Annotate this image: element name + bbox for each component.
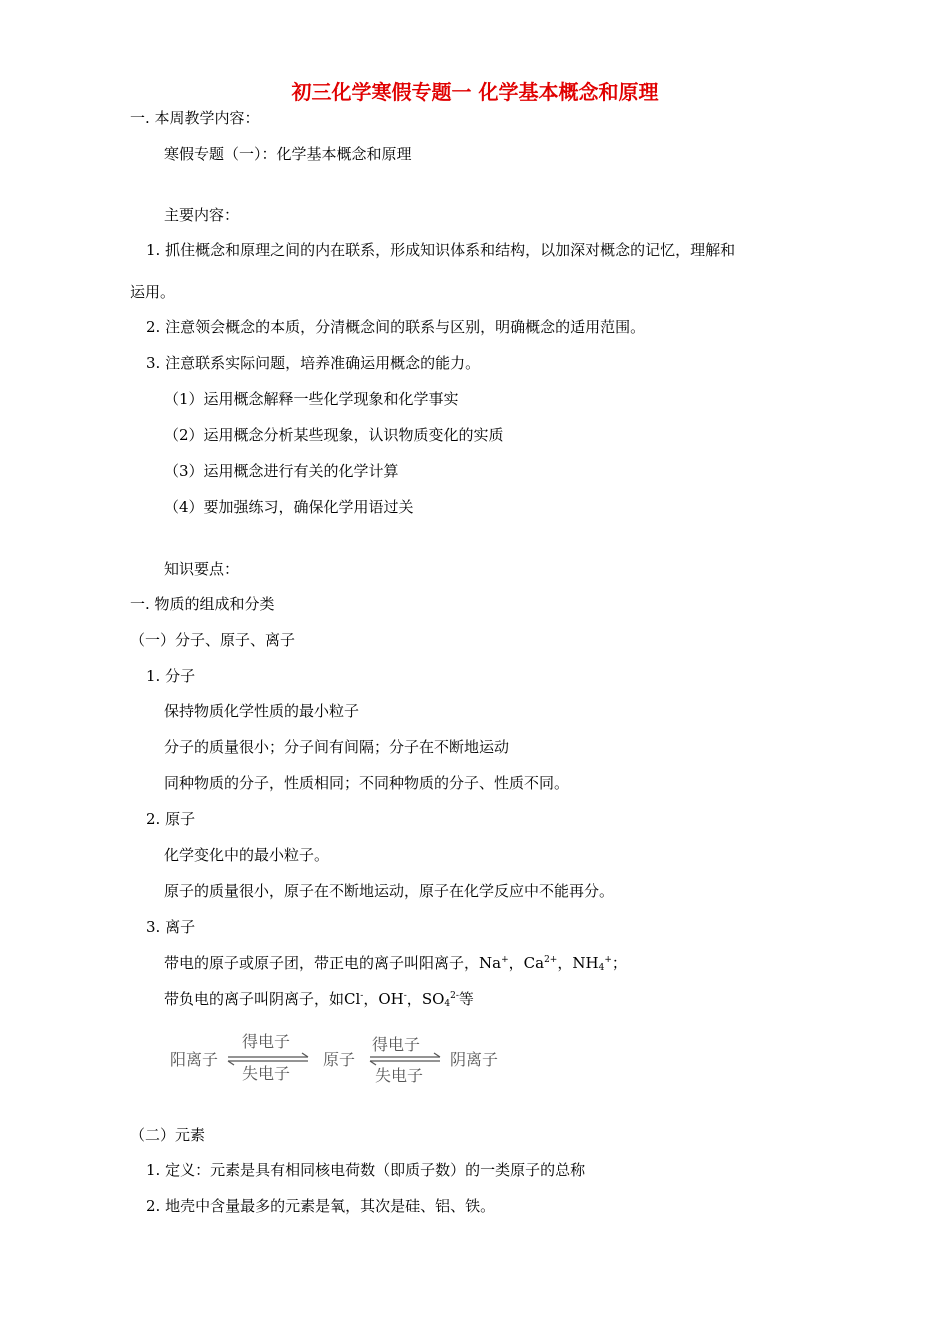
ion-cl-charge: -: [360, 991, 364, 1001]
knowledge-heading: 知识要点：: [164, 560, 240, 578]
week-topic: 寒假专题（一）：化学基本概念和原理: [164, 145, 412, 163]
atom-heading: 2. 原子: [146, 810, 196, 828]
cation-line: [164, 953, 627, 973]
lose-electron-label-1: 失电子: [242, 1064, 291, 1083]
ion-na: Na: [479, 954, 502, 972]
separator: ，: [508, 954, 524, 972]
page-title: 初三化学寒假专题一 化学基本概念和原理: [291, 80, 659, 104]
separator: ，: [363, 990, 379, 1008]
ion-oh: OH: [378, 990, 404, 1008]
ion-nh: NH: [572, 954, 599, 972]
element-item-1: 1. 定义：元素是具有相同核电荷数（即质子数）的一类原子的总称: [146, 1161, 586, 1179]
lose-electron-label-2: 失电子: [375, 1066, 424, 1085]
ion-so-subscript: 4: [444, 999, 451, 1009]
anion-text: 带负电的离子叫阴离子，如: [164, 990, 345, 1008]
main-item-2: 2. 注意领会概念的本质，分清概念间的联系与区别，明确概念的适用范围。: [146, 318, 646, 336]
part-1-heading: 一. 物质的组成和分类: [130, 595, 275, 613]
ion-so-charge: 2-: [450, 991, 459, 1001]
ion-cl: Cl: [344, 990, 361, 1008]
ion-conversion-diagram: [170, 1030, 510, 1090]
line-end: 等: [458, 990, 474, 1008]
sub-item-3: （3）运用概念进行有关的化学计算: [164, 462, 399, 480]
anion-line: [164, 989, 474, 1009]
ion-ca-charge: 2+: [544, 955, 558, 965]
ion-nh-subscript: 4: [598, 963, 605, 973]
molecule-line-1: 保持物质化学性质的最小粒子: [164, 702, 360, 720]
anion-label: 阴离子: [450, 1050, 499, 1069]
ion-nh-charge: +: [604, 955, 612, 965]
sub-item-1: （1）运用概念解释一些化学现象和化学事实: [164, 390, 459, 408]
ion-ca: Ca: [523, 954, 545, 972]
line-end: ；: [611, 954, 627, 972]
ion-so: SO: [421, 990, 445, 1008]
ion-na-charge: +: [501, 955, 509, 965]
main-heading: 主要内容：: [164, 206, 240, 224]
ion-oh-charge: -: [403, 991, 407, 1001]
ion-heading: 3. 离子: [146, 918, 196, 936]
element-item-2: 2. 地壳中含量最多的元素是氧，其次是硅、铝、铁。: [146, 1197, 496, 1215]
sub-item-4: （4）要加强练习，确保化学用语过关: [164, 498, 414, 516]
molecule-line-2: 分子的质量很小；分子间有间隔；分子在不断地运动: [164, 738, 510, 756]
molecule-heading: 1. 分子: [146, 667, 196, 685]
molecule-line-3: 同种物质的分子，性质相同；不同种物质的分子、性质不同。: [164, 774, 570, 792]
atom-label: 原子: [323, 1050, 356, 1069]
cation-label: 阳离子: [170, 1050, 219, 1069]
section-2-heading: （二）元素: [130, 1126, 206, 1144]
gain-electron-label-1: 得电子: [242, 1032, 291, 1051]
main-item-1: 1. 抓住概念和原理之间的内在联系，形成知识体系和结构，以加深对概念的记忆，理解和: [146, 241, 736, 259]
atom-line-2: 原子的质量很小，原子在不断地运动，原子在化学反应中不能再分。: [164, 882, 615, 900]
cation-text: 带电的原子或原子团，带正电的离子叫阳离子，: [164, 954, 480, 972]
main-item-1-cont: 运用。: [130, 283, 176, 301]
atom-line-1: 化学变化中的最小粒子。: [164, 846, 330, 864]
section-1-heading: （一）分子、原子、离子: [130, 631, 296, 649]
separator: ，: [406, 990, 422, 1008]
gain-electron-label-2: 得电子: [372, 1035, 421, 1054]
main-item-3: 3. 注意联系实际问题，培养准确运用概念的能力。: [146, 354, 481, 372]
week-heading: 一. 本周教学内容：: [130, 109, 260, 127]
separator: ，: [557, 954, 573, 972]
sub-item-2: （2）运用概念分析某些现象，认识物质变化的实质: [164, 426, 504, 444]
